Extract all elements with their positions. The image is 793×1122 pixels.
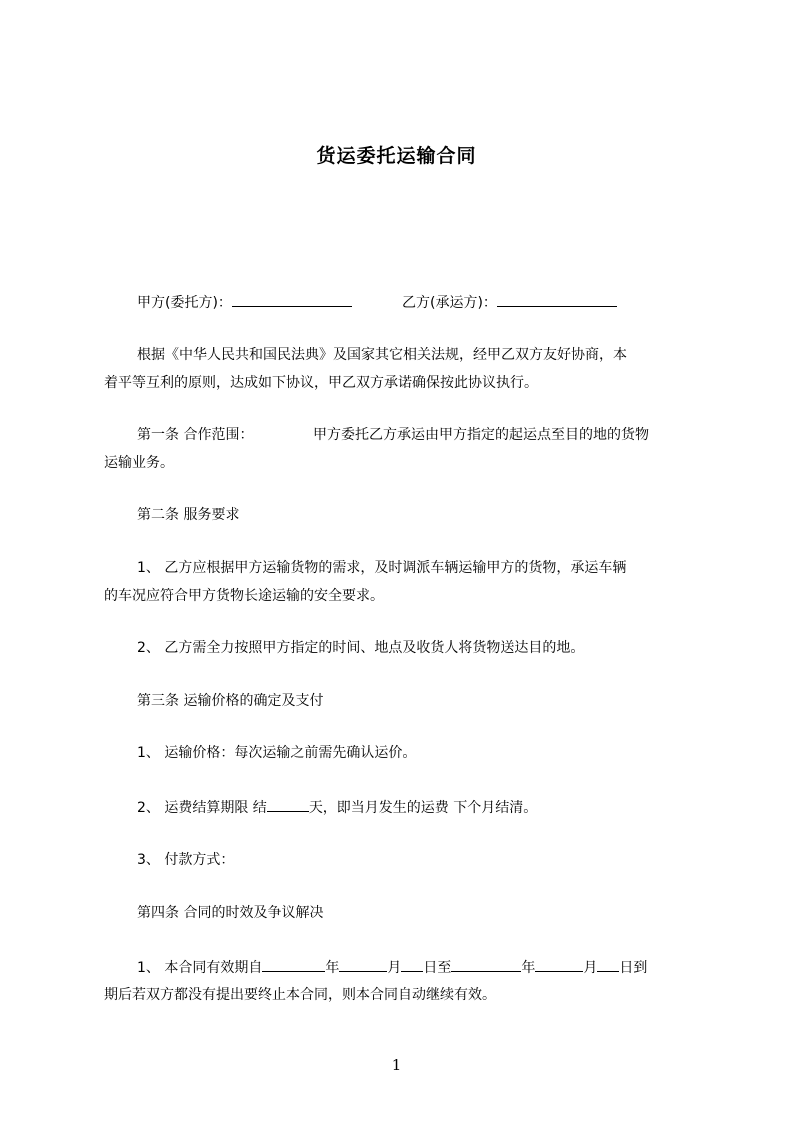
document-title: 货运委托运输合同 bbox=[316, 145, 477, 167]
article-3-item-2 bbox=[137, 797, 537, 818]
article-2-heading: 第二条 服务要求 bbox=[137, 507, 240, 523]
article-3-item-3: 3、 付款方式： bbox=[137, 852, 235, 868]
article-4-item-1-line-2: 期后若双方都没有提出要终止本合同，则本合同自动继续有效。 bbox=[104, 987, 496, 1003]
end-month-blank bbox=[535, 957, 583, 972]
end-day-unit: 日到 bbox=[619, 960, 648, 976]
party-b-line bbox=[402, 292, 617, 313]
article-1-text-line-2: 运输业务。 bbox=[104, 455, 174, 471]
article-3-item-2-prefix: 2、 运费结算期限 结 bbox=[137, 800, 267, 816]
page-number: 1 bbox=[391, 1056, 402, 1074]
article-2-item-1-line-2: 的车况应符合甲方货物长途运输的安全要求。 bbox=[104, 588, 384, 604]
end-year-blank bbox=[451, 957, 521, 972]
end-month-unit: 月 bbox=[583, 960, 598, 976]
article-1-heading: 第一条 合作范围： bbox=[137, 427, 254, 443]
article-2-item-2: 2、 乙方需全力按照甲方指定的时间、地点及收货人将货物送达目的地。 bbox=[137, 640, 585, 656]
party-b-label: 乙方(承运方)： bbox=[402, 295, 497, 311]
party-b-blank bbox=[497, 292, 617, 307]
article-4-heading: 第四条 合同的时效及争议解决 bbox=[137, 905, 324, 921]
start-day-blank bbox=[401, 957, 423, 972]
article-1-text-line-1: 甲方委托乙方承运由甲方指定的起运点至目的地的货物 bbox=[313, 427, 649, 443]
article-3-heading: 第三条 运输价格的确定及支付 bbox=[137, 693, 324, 709]
preamble-line-2: 着平等互利的原则，达成如下协议，甲乙双方承诺确保按此协议执行。 bbox=[104, 375, 538, 391]
settlement-days-blank bbox=[267, 797, 309, 812]
article-2-item-1-line-1: 1、 乙方应根据甲方运输货物的需求，及时调派车辆运输甲方的货物，承运车辆 bbox=[137, 560, 627, 576]
start-year-unit: 年 bbox=[325, 960, 340, 976]
end-year-unit: 年 bbox=[521, 960, 536, 976]
party-a-label: 甲方(委托方)： bbox=[137, 295, 232, 311]
party-a-blank bbox=[232, 292, 352, 307]
start-year-blank bbox=[262, 957, 325, 972]
start-day-unit: 日至 bbox=[423, 960, 452, 976]
start-month-blank bbox=[339, 957, 387, 972]
end-day-blank bbox=[597, 957, 619, 972]
article-4-item-1-prefix: 1、 本合同有效期自 bbox=[137, 960, 263, 976]
start-month-unit: 月 bbox=[387, 960, 402, 976]
article-3-item-1: 1、 运输价格：每次运输之前需先确认运价。 bbox=[137, 745, 417, 761]
party-a-line bbox=[137, 292, 352, 313]
article-4-item-1-line-1 bbox=[137, 957, 647, 978]
preamble-line-1: 根据《中华人民共和国民法典》及国家其它相关法规，经甲乙双方友好协商，本 bbox=[137, 347, 627, 363]
article-3-item-2-suffix: 天，即当月发生的运费 下个月结清。 bbox=[308, 800, 538, 816]
